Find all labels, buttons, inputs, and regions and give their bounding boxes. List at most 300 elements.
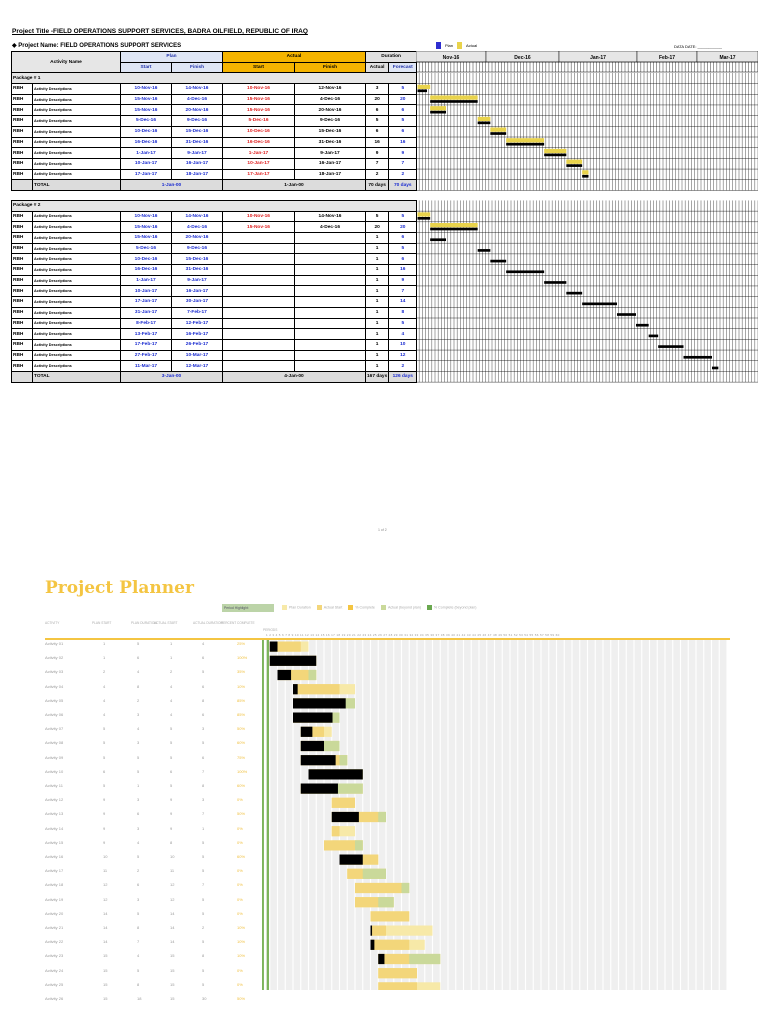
total-duration-actual: 167 days	[366, 371, 389, 382]
planner-activity-name: Activity 11	[45, 783, 63, 788]
activity-description: Activity Descriptions	[33, 350, 121, 361]
legend-swatch	[381, 605, 386, 610]
actual-bar	[582, 170, 588, 174]
planner-activity-name: Activity 25	[45, 981, 64, 987]
period-highlight-gap	[264, 640, 267, 990]
planner-cell: 14	[103, 925, 108, 930]
percent-complete-bar	[371, 926, 373, 936]
actual-finish	[295, 350, 366, 361]
planner-cell: 6	[137, 811, 140, 817]
actual-bar	[478, 117, 491, 121]
planner-legend-item	[348, 605, 375, 610]
percent-complete-bar	[309, 769, 363, 779]
planner-cell: 10%	[237, 683, 246, 689]
actual-finish: 9-Dec-16	[295, 116, 366, 127]
planner-header: PERIODS	[263, 628, 278, 632]
activity-code: RBH	[12, 137, 33, 148]
planner-cell: 8	[202, 953, 205, 959]
total-row	[12, 371, 417, 382]
planner-activity-name: Activity 04	[45, 683, 64, 689]
planner-cell: 5	[137, 754, 140, 760]
planner-cell: 10%	[237, 953, 246, 959]
actual-finish: 31-Dec-16	[295, 137, 366, 148]
project-name: ◆ Project Name: FIELD OPERATIONS SUPPORT SERVICES	[12, 43, 182, 49]
legend-swatch	[348, 605, 353, 610]
plan-start: 15-Nov-16	[121, 233, 172, 244]
plan-bar	[582, 303, 617, 306]
period-column	[619, 640, 626, 990]
duration-actual: 1	[366, 318, 389, 329]
planner-cell: 12	[103, 896, 108, 902]
actual-start: 15-Nov-16	[223, 222, 295, 233]
plan-start: 17-Jan-17	[121, 297, 172, 308]
planner-activity-name: Activity 22	[45, 939, 64, 945]
period-column	[596, 640, 603, 990]
actual-swatch	[457, 42, 462, 49]
activity-description: Activity Descriptions	[33, 116, 121, 127]
percent-complete-bar	[293, 713, 333, 723]
planner-header: PERCENT COMPLETE	[221, 621, 255, 625]
activity-code: RBH	[12, 84, 33, 95]
actual-finish	[295, 275, 366, 286]
planner-cell: 50%	[237, 811, 246, 817]
planner-cell: 1	[170, 641, 173, 646]
duration-forecast: 5	[389, 116, 417, 127]
duration-forecast: 10	[389, 339, 417, 350]
plan-start: 1-Jan-17	[121, 275, 172, 286]
activity-description: Activity Descriptions	[33, 286, 121, 297]
planner-activity-name: Activity 08	[45, 740, 64, 746]
activity-description: Activity Descriptions	[33, 307, 121, 318]
activity-code: RBH	[12, 307, 33, 318]
table-row	[12, 211, 417, 222]
duration-actual: 1	[366, 339, 389, 350]
plan-finish: 20-Nov-16	[172, 233, 223, 244]
plan-bar	[544, 281, 566, 284]
duration-actual: 1	[366, 361, 389, 372]
activity-description: Activity Descriptions	[33, 211, 121, 222]
plan-start: 10-Dec-16	[121, 254, 172, 265]
package-row	[12, 200, 417, 211]
legend	[436, 42, 477, 49]
data-date: DATA DATE: ___________	[674, 44, 723, 49]
table-row	[12, 94, 417, 105]
planner-cell: 2	[202, 925, 205, 930]
actual-finish	[295, 265, 366, 276]
planner-cell: 8	[137, 981, 140, 987]
planner-cell: 25%	[237, 641, 246, 646]
plan-bar	[617, 313, 636, 316]
plan-start: 5-Dec-16	[121, 243, 172, 254]
plan-finish: 26-Feb-17	[172, 339, 223, 350]
planner-header: PLAN START	[92, 621, 112, 625]
plan-start: 15-Nov-16	[121, 105, 172, 116]
planner-cell: 7	[137, 939, 140, 945]
table-row	[12, 297, 417, 308]
planner-title: Project Planner	[45, 578, 194, 598]
planner-cell: 9	[170, 811, 173, 817]
planner-cell: 5	[202, 967, 205, 973]
planner-cell: 10%	[237, 925, 246, 930]
actual-finish: 18-Jan-17	[295, 169, 366, 180]
period-column	[673, 640, 680, 990]
beyond-plan-bar	[324, 741, 340, 751]
plan-finish: 16-Jan-17	[172, 158, 223, 169]
plan-bar	[430, 238, 446, 241]
period-column	[534, 640, 541, 990]
actual-bar	[430, 223, 478, 227]
plan-bar	[566, 164, 582, 167]
table-cell	[12, 180, 33, 191]
planner-activity-name: Activity 01	[45, 641, 64, 646]
planner-activity-name: Activity 21	[45, 925, 64, 930]
period-column	[658, 640, 665, 990]
plan-finish: 18-Jan-17	[172, 169, 223, 180]
plan-start: 13-Feb-17	[121, 329, 172, 340]
table-row	[12, 307, 417, 318]
planner-cell: 0%	[237, 839, 243, 845]
planner-activity-name: Activity 16	[45, 854, 64, 859]
activity-code: RBH	[12, 350, 33, 361]
planner-cell: 12	[103, 882, 108, 888]
duration-actual: 1	[366, 286, 389, 297]
plan-finish: 9-Dec-16	[172, 243, 223, 254]
legend-text: Actual Start	[323, 605, 343, 610]
planner-activity-name: Activity 02	[45, 655, 64, 661]
period-column	[611, 640, 618, 990]
actual-bar	[355, 883, 409, 893]
planner-legend-item	[317, 605, 343, 610]
duration-forecast: 20	[389, 94, 417, 105]
actual-start	[223, 254, 295, 265]
table-row	[12, 137, 417, 148]
planner-cell: 4	[103, 697, 106, 703]
period-column	[418, 640, 425, 990]
planner-cell: 1	[103, 655, 106, 661]
actual-finish: 4-Dec-16	[295, 222, 366, 233]
table-row	[12, 169, 417, 180]
total-duration-forecast: 70 days	[389, 180, 417, 191]
table-row	[12, 84, 417, 95]
period-column	[557, 640, 564, 990]
duration-forecast: 9	[389, 148, 417, 159]
header-row	[12, 52, 417, 63]
planner-cell: 1	[202, 825, 205, 831]
legend-text: Plan Duration	[289, 605, 311, 610]
duration-forecast: 5	[389, 318, 417, 329]
plan-bar	[490, 260, 506, 263]
planner-cell: 5	[103, 783, 106, 788]
actual-finish: 12-Nov-16	[295, 84, 366, 95]
period-column	[712, 640, 719, 990]
actual-start	[223, 361, 295, 372]
beyond-plan-bar	[378, 812, 386, 822]
planner-cell: 100%	[237, 655, 248, 661]
planner-cell: 6	[202, 712, 205, 717]
planner-cell: 4	[137, 669, 140, 675]
planner-cell: 5	[202, 868, 205, 874]
activity-code: RBH	[12, 222, 33, 233]
actual-finish: 15-Dec-16	[295, 126, 366, 137]
planner-activity-name: Activity 09	[45, 754, 64, 760]
table-row	[12, 286, 417, 297]
planner-activity-name: Activity 19	[45, 896, 64, 902]
planner-cell: 9	[170, 797, 173, 803]
duration-forecast: 12	[389, 350, 417, 361]
percent-complete-bar	[332, 812, 359, 822]
planner-cell: 2	[137, 697, 140, 703]
plan-start: 11-Mar-17	[121, 361, 172, 372]
planner-legend	[282, 605, 476, 610]
duration-forecast-header: Forecast	[389, 62, 417, 73]
activity-code: RBH	[12, 94, 33, 105]
planner-cell: 15	[170, 996, 175, 1001]
duration-forecast: 7	[389, 286, 417, 297]
planner-cell: 60%	[237, 783, 246, 788]
activity-description: Activity Descriptions	[33, 243, 121, 254]
planner-cell: 4	[170, 683, 173, 689]
duration-actual: 5	[366, 116, 389, 127]
activity-description: Activity Descriptions	[33, 318, 121, 329]
duration-actual: 1	[366, 350, 389, 361]
planner-cell: 6	[202, 754, 205, 760]
planner-chart	[262, 640, 732, 990]
activity-code: RBH	[12, 265, 33, 276]
planner-activity-name: Activity 17	[45, 868, 64, 874]
planner-activity-name: Activity 13	[45, 811, 64, 817]
period-column	[565, 640, 572, 990]
plan-finish: 4-Dec-16	[172, 94, 223, 105]
plan-start-header: Start	[121, 62, 172, 73]
planner-legend-item	[282, 605, 311, 610]
percent-complete-bar	[301, 741, 324, 751]
total-plan: 3-Jan-00	[121, 371, 223, 382]
actual-bar	[506, 138, 544, 142]
actual-start: 16-Dec-16	[223, 137, 295, 148]
table-row	[12, 329, 417, 340]
planner-cell: 4	[137, 953, 140, 959]
duration-actual: 16	[366, 137, 389, 148]
plan-start: 16-Dec-16	[121, 265, 172, 276]
plan-start: 17-Feb-17	[121, 339, 172, 350]
activity-description: Activity Descriptions	[33, 222, 121, 233]
activity-description: Activity Descriptions	[33, 297, 121, 308]
month-label: Feb-17	[658, 55, 676, 61]
actual-bar	[378, 968, 417, 978]
planner-cell: 5	[202, 896, 205, 902]
duration-forecast: 5	[389, 84, 417, 95]
activity-code: RBH	[12, 116, 33, 127]
duration-header: Duration	[366, 52, 417, 63]
plan-finish: 14-Nov-16	[172, 211, 223, 222]
planner-cell: 9	[103, 797, 106, 803]
actual-start: 10-Dec-16	[223, 126, 295, 137]
total-duration-actual: 70 days	[366, 180, 389, 191]
plan-header: Plan	[121, 52, 223, 63]
planner-cell: 5	[202, 669, 205, 675]
planner-cell: 14	[170, 925, 175, 930]
actual-start: 5-Dec-16	[223, 116, 295, 127]
plan-start: 15-Nov-16	[121, 94, 172, 105]
actual-bar	[293, 684, 340, 694]
activity-code: RBH	[12, 148, 33, 159]
planner-cell: 11	[103, 868, 108, 874]
period-highlight[interactable]: Period Highlight:	[222, 604, 274, 612]
percent-complete-bar	[270, 642, 278, 652]
plan-start: 10-Jan-17	[121, 158, 172, 169]
plan-bar	[506, 143, 544, 146]
duration-forecast: 6	[389, 126, 417, 137]
planner-activity-name: Activity 23	[45, 953, 64, 959]
plan-finish: 9-Jan-17	[172, 275, 223, 286]
percent-complete-bar	[371, 940, 375, 950]
planner-cell: 6	[170, 768, 173, 774]
planner-cell: 6	[137, 882, 140, 888]
planner-cell: 5	[137, 854, 140, 859]
plan-bar	[544, 154, 566, 157]
plan-finish: 20-Nov-16	[172, 105, 223, 116]
activity-description: Activity Descriptions	[33, 233, 121, 244]
planner-cell: 14	[170, 939, 175, 945]
planner-cell: 15	[103, 953, 108, 959]
activity-code: RBH	[12, 105, 33, 116]
activity-code: RBH	[12, 329, 33, 340]
planner-cell: 9	[103, 811, 106, 817]
actual-finish	[295, 233, 366, 244]
planner-cell: 10	[170, 854, 175, 859]
planner-legend-item	[381, 605, 421, 610]
actual-finish: 20-Nov-16	[295, 105, 366, 116]
plan-bar	[582, 175, 588, 178]
duration-actual: 2	[366, 169, 389, 180]
duration-actual: 3	[366, 84, 389, 95]
planner-cell: 60%	[237, 854, 246, 859]
planner-cell: 0%	[237, 967, 243, 973]
period-column	[387, 640, 394, 990]
percent-complete-bar	[378, 954, 384, 964]
gantt-chart	[416, 51, 758, 401]
activity-description: Activity Descriptions	[33, 254, 121, 265]
planner-header: ACTIVITY	[45, 621, 60, 625]
duration-forecast: 8	[389, 307, 417, 318]
period-column	[704, 640, 711, 990]
actual-bar	[430, 95, 478, 99]
activity-description: Activity Descriptions	[33, 169, 121, 180]
plan-finish: 12-Feb-17	[172, 318, 223, 329]
planner-cell: 5	[202, 981, 205, 987]
planner-cell: 4	[170, 712, 173, 717]
activity-description: Activity Descriptions	[33, 137, 121, 148]
beyond-plan-bar	[355, 840, 363, 850]
actual-bar	[332, 798, 355, 808]
planner-cell: 4	[137, 726, 140, 732]
total-actual: 1-Jan-00	[223, 180, 366, 191]
month-label: Jan-17	[590, 55, 606, 61]
planner-cell: 5	[170, 740, 173, 746]
activity-description: Activity Descriptions	[33, 361, 121, 372]
planner-cell: 0%	[237, 882, 243, 888]
page-number: 1 of 2	[378, 528, 387, 532]
period-column	[433, 640, 440, 990]
activity-description: Activity Descriptions	[33, 329, 121, 340]
plan-bar	[418, 89, 428, 92]
percent-complete-bar	[301, 727, 313, 737]
period-column	[449, 640, 456, 990]
planner-cell: 1	[103, 641, 106, 646]
actual-finish-header: Finish	[295, 62, 366, 73]
period-column	[549, 640, 556, 990]
planner-cell: 9	[103, 839, 106, 845]
planner-cell: 4	[103, 712, 106, 717]
planner-activity-name: Activity 06	[45, 712, 64, 717]
period-column	[480, 640, 487, 990]
planner-cell: 100%	[237, 768, 248, 774]
planner-cell: 50%	[237, 996, 246, 1001]
plan-finish: 15-Dec-16	[172, 254, 223, 265]
plan-bar	[490, 132, 506, 135]
planner-cell: 4	[170, 697, 173, 703]
period-column	[526, 640, 533, 990]
plan-finish: 9-Jan-17	[172, 148, 223, 159]
period-column	[487, 640, 494, 990]
table-row	[12, 339, 417, 350]
legend-text: % Complete	[355, 605, 375, 610]
planner-cell: 14	[170, 910, 175, 916]
planner-cell: 2	[137, 868, 140, 874]
period-column	[681, 640, 688, 990]
planner-cell: 5	[202, 839, 205, 845]
planner-cell: 5	[202, 910, 205, 916]
planner-activity-name: Activity 07	[45, 726, 64, 732]
planner-cell: 6	[202, 683, 205, 689]
planner-activity-name: Activity 24	[45, 967, 64, 973]
planner-cell: 15	[170, 981, 175, 987]
period-column	[588, 640, 595, 990]
actual-finish	[295, 307, 366, 318]
actual-bar	[378, 982, 417, 990]
actual-finish	[295, 361, 366, 372]
actual-finish	[295, 329, 366, 340]
duration-forecast: 14	[389, 297, 417, 308]
planner-cell: 7	[202, 768, 205, 774]
actual-finish	[295, 297, 366, 308]
actual-start: 15-Nov-16	[223, 105, 295, 116]
plan-finish-header: Finish	[172, 62, 223, 73]
planner-activity-name: Activity 20	[45, 910, 64, 916]
planner-cell: 1	[170, 655, 173, 661]
period-column	[278, 640, 285, 990]
legend-swatch	[427, 605, 432, 610]
plan-start: 31-Jan-17	[121, 307, 172, 318]
period-column	[394, 640, 401, 990]
planner-cell: 14	[103, 939, 108, 945]
planner-cell: 85%	[237, 697, 246, 703]
actual-finish: 16-Jan-17	[295, 158, 366, 169]
actual-bar	[430, 106, 446, 110]
duration-forecast: 9	[389, 275, 417, 286]
duration-forecast: 6	[389, 105, 417, 116]
duration-forecast: 16	[389, 137, 417, 148]
percent-complete-bar	[278, 670, 292, 680]
plan-finish: 16-Jan-17	[172, 286, 223, 297]
actual-finish: 4-Dec-16	[295, 94, 366, 105]
period-column	[511, 640, 518, 990]
actual-start: 15-Nov-16	[223, 94, 295, 105]
legend-text: Actual (beyond plan)	[387, 605, 421, 610]
planner-cell: 5	[137, 910, 140, 916]
percent-complete-bar	[270, 656, 317, 666]
duration-forecast: 5	[389, 243, 417, 254]
